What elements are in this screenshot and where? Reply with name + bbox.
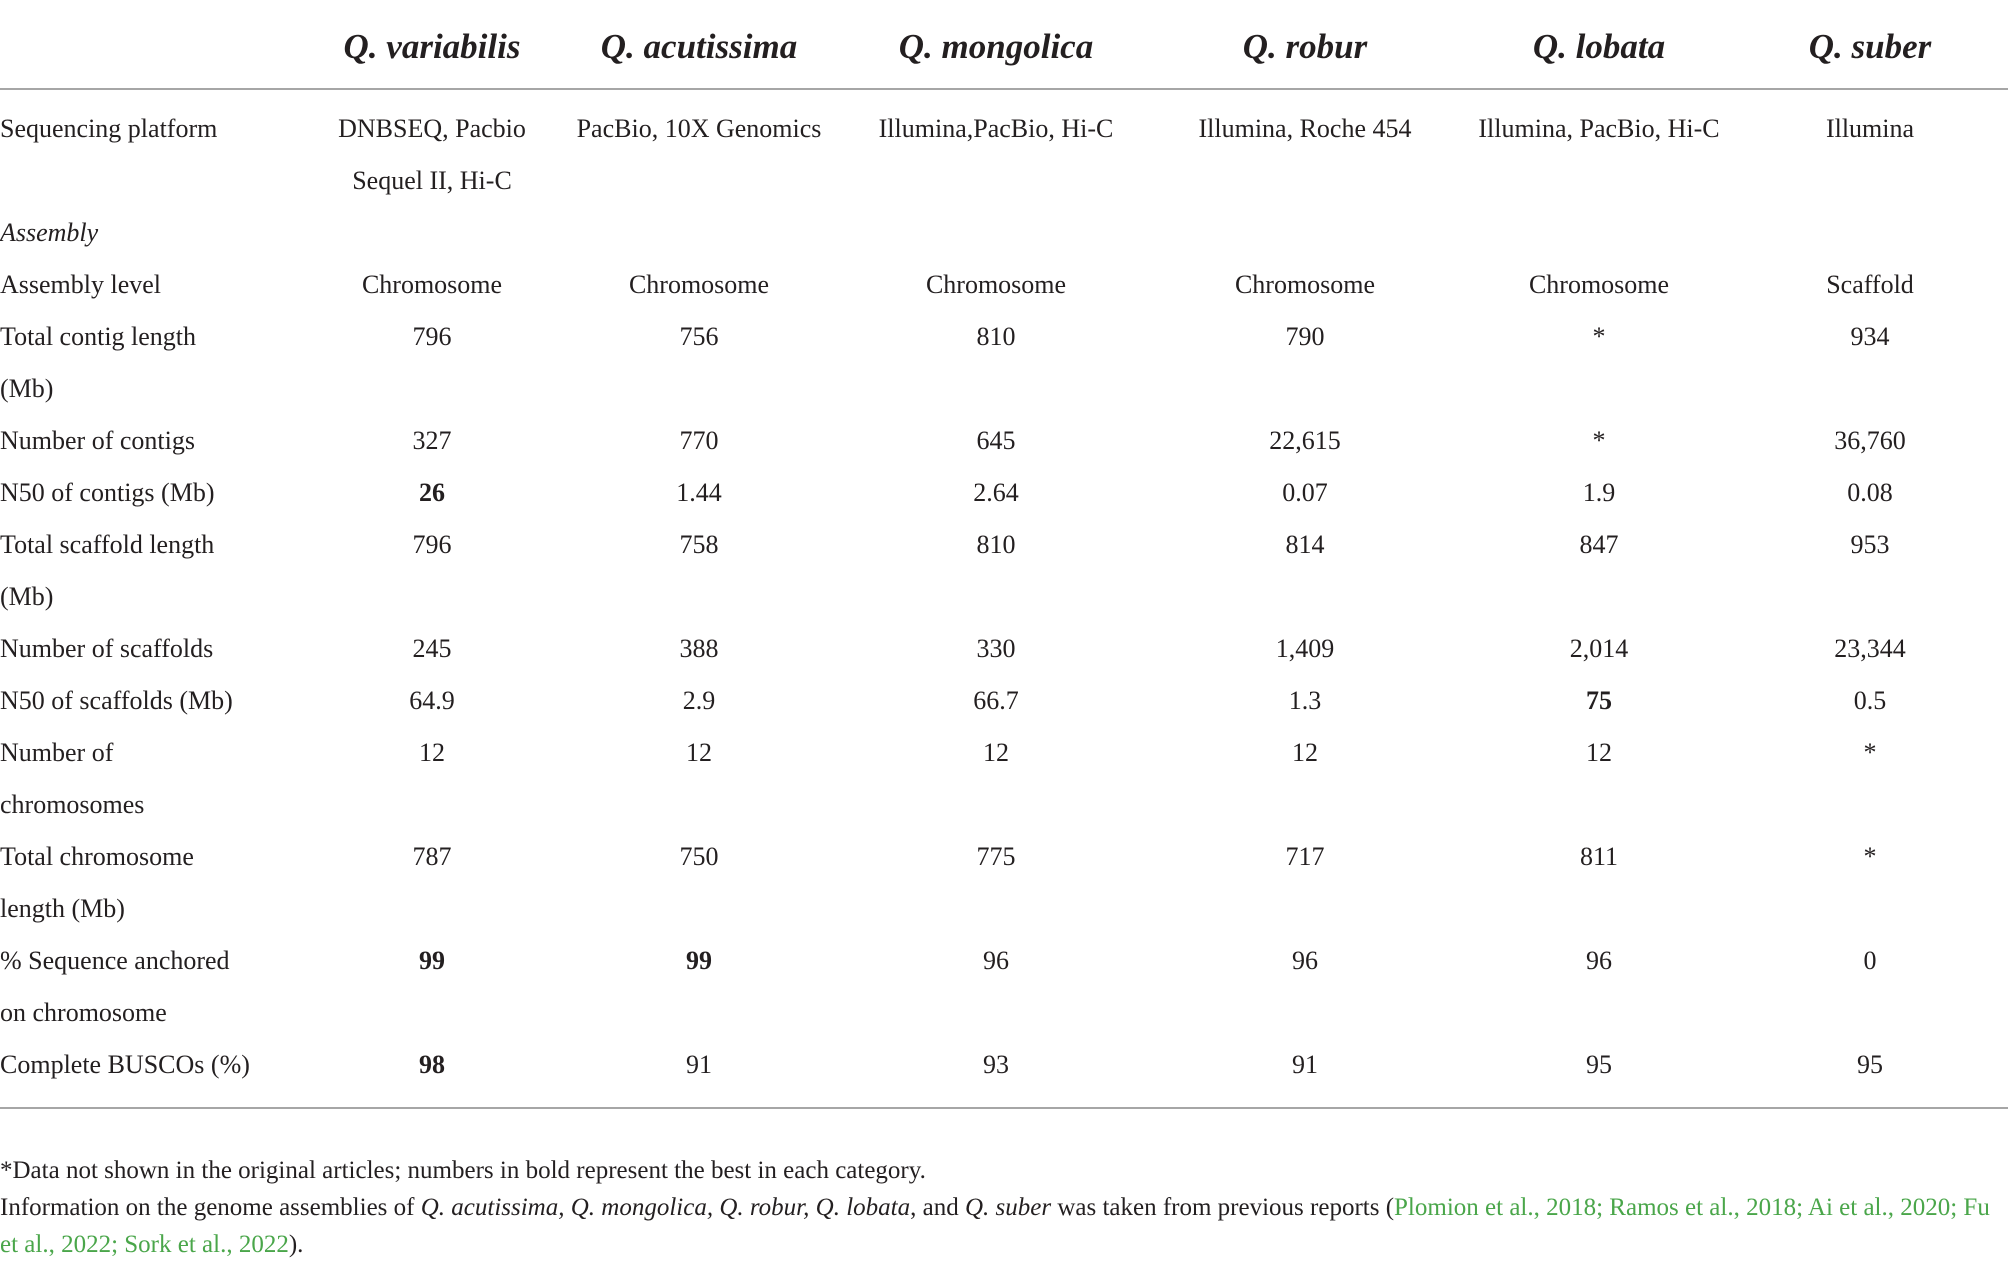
table-cell <box>314 467 550 519</box>
row-label-line: N50 of scaffolds (Mb) <box>0 686 233 715</box>
table-cell <box>1144 89 1466 207</box>
cell-value: 934 <box>1850 322 1890 351</box>
cell-value: 96 <box>1292 946 1318 975</box>
species-header: Q. acutissima <box>550 14 848 89</box>
table-row <box>0 311 2008 415</box>
table-cell <box>1144 207 1466 259</box>
cell-value: Illumina <box>1825 114 1915 143</box>
table-cell <box>550 831 848 935</box>
cell-value: 810 <box>976 322 1016 351</box>
table-cell <box>1732 1039 2008 1108</box>
footnote-sources <box>0 1189 2000 1263</box>
cell-value: 22,615 <box>1269 426 1341 455</box>
footnote-text: ). <box>288 1231 304 1258</box>
cell-value: 245 <box>412 634 452 663</box>
cell-value: 12 <box>983 738 1009 767</box>
table-row <box>0 1039 2008 1108</box>
cell-value: 12 <box>1586 738 1612 767</box>
table-cell <box>550 207 848 259</box>
footnote-text: Information on the genome assemblies of <box>0 1194 421 1221</box>
table-cell <box>314 415 550 467</box>
table-row <box>0 519 2008 623</box>
row-label <box>0 519 314 623</box>
row-label <box>0 675 314 727</box>
table-cell <box>848 727 1144 831</box>
cell-value: 811 <box>1579 842 1619 871</box>
row-label-line: (Mb) <box>0 582 54 611</box>
table-cell <box>550 727 848 831</box>
cell-value: 75 <box>1586 686 1612 715</box>
cell-value: 23,344 <box>1834 634 1906 663</box>
table-cell <box>1732 311 2008 415</box>
table-cell <box>1732 207 2008 259</box>
species-header: Q. variabilis <box>314 14 550 89</box>
table-cell <box>550 519 848 623</box>
table-cell <box>1466 727 1732 831</box>
table-cell <box>848 675 1144 727</box>
table-cell <box>1466 467 1732 519</box>
table-cell <box>848 415 1144 467</box>
species-name-text: Q. suber <box>964 1194 1052 1221</box>
table-cell <box>1144 467 1466 519</box>
table-cell <box>1144 727 1466 831</box>
table-cell <box>1466 831 1732 935</box>
cell-value: Chromosome <box>1234 270 1376 299</box>
cell-value: DNBSEQ, Pacbio <box>338 114 526 143</box>
table-row <box>0 831 2008 935</box>
table-cell <box>848 623 1144 675</box>
row-label-line: Assembly level <box>0 270 162 299</box>
table-cell <box>314 1039 550 1108</box>
table-cell <box>1466 415 1732 467</box>
cell-value: 750 <box>679 842 719 871</box>
row-label <box>0 831 314 935</box>
table-cell <box>1144 935 1466 1039</box>
table-cell <box>1466 623 1732 675</box>
row-label-line: Complete BUSCOs (%) <box>0 1050 250 1079</box>
cell-value: 95 <box>1857 1050 1883 1079</box>
cell-value: 12 <box>1292 738 1318 767</box>
table-cell <box>314 623 550 675</box>
table-cell <box>550 1039 848 1108</box>
cell-value: 810 <box>976 530 1016 559</box>
species-header: Q. suber <box>1732 14 2008 89</box>
table-cell <box>1732 623 2008 675</box>
table-cell <box>1144 415 1466 467</box>
cell-value: 96 <box>983 946 1009 975</box>
row-label-line: Assembly <box>0 218 99 247</box>
row-label-line: chromosomes <box>0 790 145 819</box>
table-cell <box>848 467 1144 519</box>
cell-value: 0.07 <box>1282 478 1328 507</box>
row-label <box>0 935 314 1039</box>
table-cell <box>1732 935 2008 1039</box>
table-cell <box>1466 259 1732 311</box>
cell-value: 388 <box>679 634 719 663</box>
table-cell <box>848 831 1144 935</box>
row-label-line: (Mb) <box>0 374 54 403</box>
cell-value: 2,014 <box>1569 634 1629 663</box>
row-label <box>0 467 314 519</box>
row-label <box>0 89 314 207</box>
species-header: Q. mongolica <box>848 14 1144 89</box>
cell-value: * <box>1863 842 1877 871</box>
table-cell <box>1732 259 2008 311</box>
cell-value: 36,760 <box>1834 426 1906 455</box>
cell-value: 95 <box>1586 1050 1612 1079</box>
table-cell <box>314 259 550 311</box>
row-label-line: Number of scaffolds <box>0 634 214 663</box>
table-cell <box>848 89 1144 207</box>
footnote-text: , and <box>910 1194 965 1221</box>
row-label <box>0 1039 314 1108</box>
footnote-data-not-shown: *Data not shown in the original articles; numbers in bold represent the best in each category. <box>0 1157 926 1184</box>
table-cell <box>848 311 1144 415</box>
table-cell <box>550 935 848 1039</box>
row-label-line: Sequencing platform <box>0 114 218 143</box>
table-row <box>0 259 2008 311</box>
table-cell <box>1732 415 2008 467</box>
cell-value: 99 <box>686 946 712 975</box>
cell-value: 1.44 <box>676 478 722 507</box>
table-cell <box>1144 519 1466 623</box>
table-cell <box>1144 831 1466 935</box>
row-label-line: on chromosome <box>0 998 167 1027</box>
cell-value: 796 <box>412 530 452 559</box>
cell-value: 12 <box>686 738 712 767</box>
cell-value: 2.9 <box>682 686 716 715</box>
table-header <box>0 14 2008 89</box>
cell-value: 953 <box>1850 530 1890 559</box>
table-cell <box>848 259 1144 311</box>
species-name-text: Q. acutissima, Q. mongolica, Q. robur, Q. lobata <box>420 1194 911 1221</box>
table-cell <box>314 311 550 415</box>
cell-value: 787 <box>412 842 452 871</box>
genome-assembly-table-container <box>0 14 2008 1109</box>
table-cell <box>1466 519 1732 623</box>
table-cell <box>314 935 550 1039</box>
cell-value: Sequel II, Hi-C <box>352 166 512 195</box>
header-row <box>0 14 2008 89</box>
table-cell <box>550 623 848 675</box>
row-label-line: length (Mb) <box>0 894 125 923</box>
table-cell <box>1144 311 1466 415</box>
table-cell <box>550 259 848 311</box>
species-header: Q. lobata <box>1466 14 1732 89</box>
cell-value: 1,409 <box>1275 634 1335 663</box>
table-row <box>0 89 2008 207</box>
table-cell <box>1466 89 1732 207</box>
cell-value: 64.9 <box>409 686 455 715</box>
table-cell <box>314 519 550 623</box>
row-label-line: Number of <box>0 738 114 767</box>
table-row <box>0 675 2008 727</box>
table-cell <box>1466 675 1732 727</box>
cell-value: 91 <box>686 1050 712 1079</box>
cell-value: 790 <box>1285 322 1325 351</box>
table-cell <box>550 467 848 519</box>
cell-value: 0.5 <box>1853 686 1887 715</box>
footnote-text: was taken from previous reports ( <box>1051 1194 1395 1221</box>
genome-assembly-table <box>0 14 2008 1109</box>
table-cell <box>314 89 550 207</box>
table-cell <box>1732 89 2008 207</box>
table-cell <box>1144 623 1466 675</box>
row-label-line: Total scaffold length <box>0 530 215 559</box>
cell-value: 96 <box>1586 946 1612 975</box>
cell-value: * <box>1863 738 1877 767</box>
table-cell <box>1144 259 1466 311</box>
row-label-line: Total chromosome <box>0 842 194 871</box>
cell-value: * <box>1592 426 1606 455</box>
cell-value: 814 <box>1285 530 1325 559</box>
cell-value: 775 <box>976 842 1016 871</box>
cell-value: * <box>1592 322 1606 351</box>
table-cell <box>314 675 550 727</box>
cell-value: Illumina, Roche 454 <box>1198 114 1412 143</box>
table-cell <box>1144 1039 1466 1108</box>
cell-value: 26 <box>419 478 445 507</box>
row-label-line: Total contig length <box>0 322 197 351</box>
table-cell <box>1732 467 2008 519</box>
row-label <box>0 311 314 415</box>
species-header: Q. robur <box>1144 14 1466 89</box>
row-label-line: N50 of contigs (Mb) <box>0 478 215 507</box>
table-cell <box>1732 519 2008 623</box>
table-cell <box>1732 831 2008 935</box>
table-cell <box>848 1039 1144 1108</box>
cell-value: 645 <box>976 426 1016 455</box>
section-heading <box>0 207 314 259</box>
row-label-line: % Sequence anchored <box>0 946 230 975</box>
row-label <box>0 415 314 467</box>
cell-value: 796 <box>412 322 452 351</box>
cell-value: 327 <box>412 426 452 455</box>
cell-value: Illumina, PacBio, Hi-C <box>1478 114 1720 143</box>
cell-value: 717 <box>1285 842 1325 871</box>
table-row <box>0 935 2008 1039</box>
cell-value: Chromosome <box>628 270 770 299</box>
table-cell <box>314 831 550 935</box>
table-cell <box>550 675 848 727</box>
table-cell <box>1466 935 1732 1039</box>
table-cell <box>550 415 848 467</box>
cell-value: 0.08 <box>1847 478 1893 507</box>
table-body <box>0 89 2008 1108</box>
cell-value: 93 <box>983 1050 1009 1079</box>
cell-value: 770 <box>679 426 719 455</box>
row-label <box>0 727 314 831</box>
cell-value: Chromosome <box>361 270 503 299</box>
table-cell <box>314 207 550 259</box>
citation-links[interactable]: Plomion et al., 2018; Ramos et al., 2018; Ai et al., 2020; Fu et al., 2022; Sork et al., 2022 <box>0 1194 1990 1258</box>
cell-value: Scaffold <box>1826 270 1914 299</box>
table-row <box>0 727 2008 831</box>
table-cell <box>1466 1039 1732 1108</box>
table-row <box>0 467 2008 519</box>
table-cell <box>848 519 1144 623</box>
row-label <box>0 259 314 311</box>
cell-value: Illumina,PacBio, Hi-C <box>878 114 1114 143</box>
cell-value: 1.3 <box>1288 686 1322 715</box>
table-cell <box>550 311 848 415</box>
cell-value: PacBio, 10X Genomics <box>576 114 822 143</box>
table-cell <box>848 935 1144 1039</box>
cell-value: 99 <box>419 946 445 975</box>
cell-value: 0 <box>1863 946 1877 975</box>
cell-value: 2.64 <box>973 478 1019 507</box>
cell-value: 756 <box>679 322 719 351</box>
table-cell <box>1732 675 2008 727</box>
cell-value: 12 <box>419 738 445 767</box>
table-footnotes <box>0 1152 2000 1263</box>
table-cell <box>550 89 848 207</box>
table-cell <box>314 727 550 831</box>
cell-value: 758 <box>679 530 719 559</box>
row-label <box>0 623 314 675</box>
table-row <box>0 207 2008 259</box>
cell-value: Chromosome <box>1528 270 1670 299</box>
table-row <box>0 415 2008 467</box>
cell-value: 1.9 <box>1582 478 1616 507</box>
row-label-line: Number of contigs <box>0 426 195 455</box>
cell-value: 330 <box>976 634 1016 663</box>
cell-value: Chromosome <box>925 270 1067 299</box>
cell-value: 91 <box>1292 1050 1318 1079</box>
table-cell <box>848 207 1144 259</box>
cell-value: 98 <box>419 1050 445 1079</box>
table-cell <box>1144 675 1466 727</box>
cell-value: 847 <box>1579 530 1619 559</box>
header-empty-cell <box>0 14 314 89</box>
table-cell <box>1466 207 1732 259</box>
table-cell <box>1466 311 1732 415</box>
table-cell <box>1732 727 2008 831</box>
table-row <box>0 623 2008 675</box>
cell-value: 66.7 <box>973 686 1019 715</box>
